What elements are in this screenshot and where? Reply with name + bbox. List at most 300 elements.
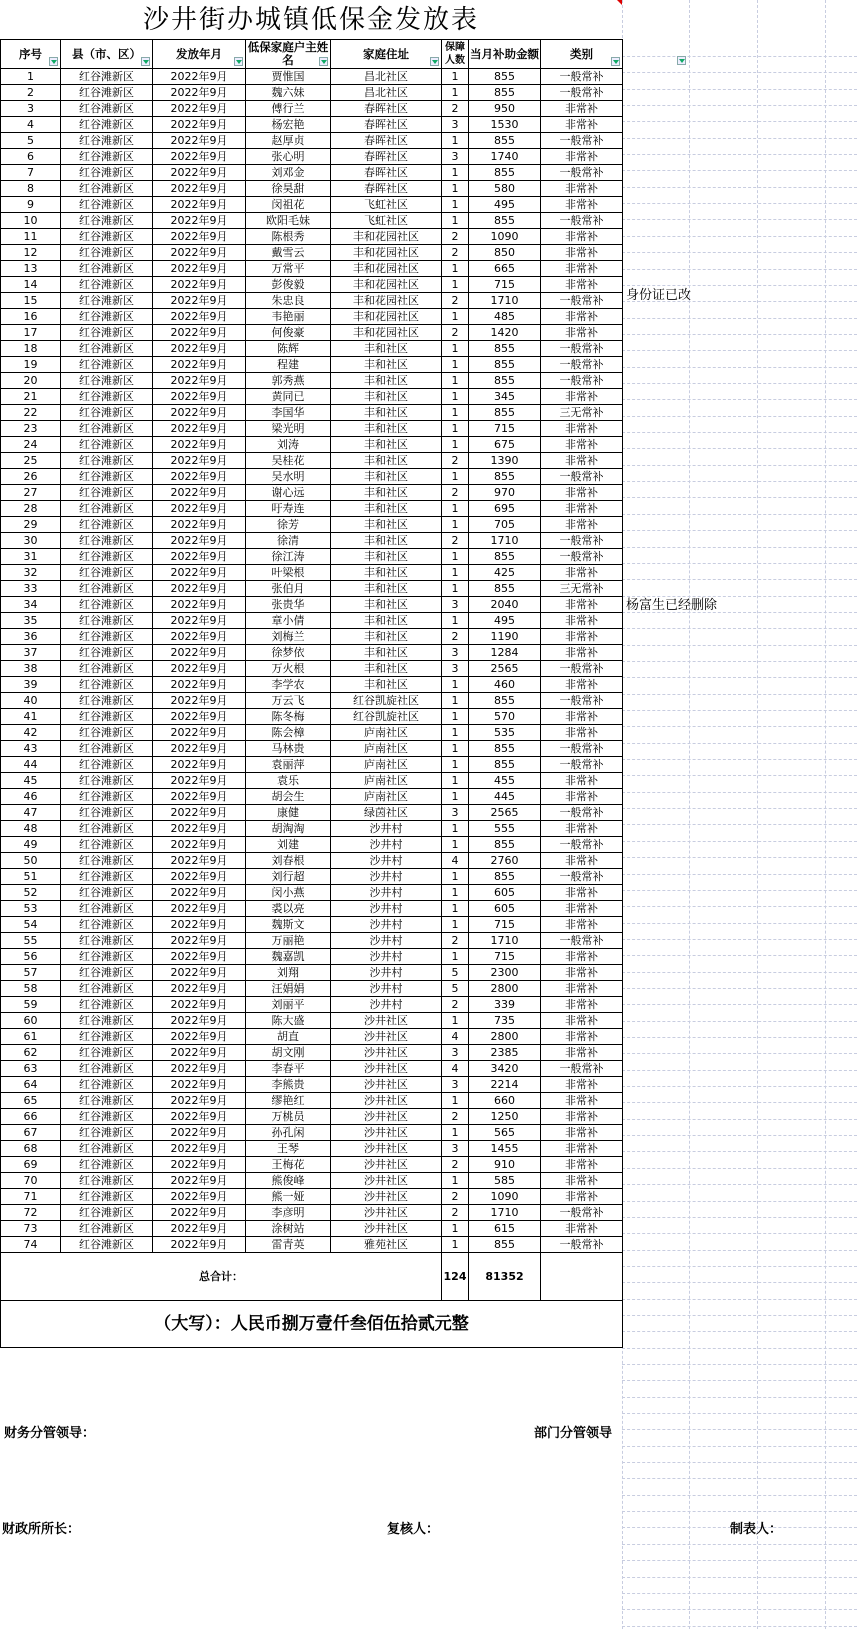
cell-county[interactable]: 红谷滩新区 (61, 549, 153, 565)
cell-month[interactable]: 2022年9月 (153, 69, 246, 85)
cell-county[interactable]: 红谷滩新区 (61, 1237, 153, 1253)
cell-county[interactable]: 红谷滩新区 (61, 853, 153, 869)
cell-month[interactable]: 2022年9月 (153, 997, 246, 1013)
cell-index[interactable]: 7 (1, 165, 61, 181)
cell-county[interactable]: 红谷滩新区 (61, 1125, 153, 1141)
cell-head-name[interactable]: 缪艳红 (246, 1093, 331, 1109)
cell-people[interactable]: 1 (442, 549, 469, 565)
cell-people[interactable]: 5 (442, 965, 469, 981)
cell-index[interactable]: 31 (1, 549, 61, 565)
cell-county[interactable]: 红谷滩新区 (61, 789, 153, 805)
cell-category[interactable]: 一般常补 (541, 693, 623, 709)
cell-head-name[interactable]: 康健 (246, 805, 331, 821)
cell-people[interactable]: 1 (442, 901, 469, 917)
cell-head-name[interactable]: 刘涛 (246, 437, 331, 453)
cell-people[interactable]: 1 (442, 693, 469, 709)
cell-people[interactable]: 1 (442, 565, 469, 581)
cell-category[interactable]: 一般常补 (541, 1205, 623, 1221)
cell-people[interactable]: 2 (442, 1109, 469, 1125)
cell-category[interactable]: 非常补 (541, 389, 623, 405)
cell-county[interactable]: 红谷滩新区 (61, 949, 153, 965)
cell-county[interactable]: 红谷滩新区 (61, 821, 153, 837)
cell-month[interactable]: 2022年9月 (153, 437, 246, 453)
cell-amount[interactable]: 855 (469, 469, 541, 485)
cell-address[interactable]: 丰和社区 (331, 597, 442, 613)
cell-address[interactable]: 春晖社区 (331, 101, 442, 117)
cell-people[interactable]: 1 (442, 917, 469, 933)
cell-head-name[interactable]: 魏斯文 (246, 917, 331, 933)
cell-index[interactable]: 22 (1, 405, 61, 421)
cell-category[interactable]: 一般常补 (541, 805, 623, 821)
cell-category[interactable]: 非常补 (541, 229, 623, 245)
cell-index[interactable]: 56 (1, 949, 61, 965)
cell-address[interactable]: 沙井村 (331, 853, 442, 869)
cell-category[interactable]: 非常补 (541, 1125, 623, 1141)
cell-category[interactable]: 非常补 (541, 917, 623, 933)
cell-month[interactable]: 2022年9月 (153, 325, 246, 341)
cell-index[interactable]: 29 (1, 517, 61, 533)
cell-amount[interactable]: 970 (469, 485, 541, 501)
cell-address[interactable]: 昌北社区 (331, 85, 442, 101)
cell-county[interactable]: 红谷滩新区 (61, 69, 153, 85)
cell-amount[interactable]: 605 (469, 885, 541, 901)
cell-amount[interactable]: 1190 (469, 629, 541, 645)
cell-index[interactable]: 32 (1, 565, 61, 581)
cell-people[interactable]: 2 (442, 933, 469, 949)
cell-address[interactable]: 庐南社区 (331, 757, 442, 773)
cell-address[interactable]: 沙井社区 (331, 1141, 442, 1157)
cell-month[interactable]: 2022年9月 (153, 1205, 246, 1221)
cell-index[interactable]: 19 (1, 357, 61, 373)
cell-county[interactable]: 红谷滩新区 (61, 101, 153, 117)
cell-category[interactable]: 非常补 (541, 853, 623, 869)
cell-category[interactable]: 三无常补 (541, 581, 623, 597)
cell-index[interactable]: 11 (1, 229, 61, 245)
cell-category[interactable]: 非常补 (541, 821, 623, 837)
cell-amount[interactable]: 605 (469, 901, 541, 917)
cell-address[interactable]: 丰和社区 (331, 581, 442, 597)
cell-month[interactable]: 2022年9月 (153, 1109, 246, 1125)
cell-index[interactable]: 13 (1, 261, 61, 277)
cell-index[interactable]: 25 (1, 453, 61, 469)
cell-amount[interactable]: 2760 (469, 853, 541, 869)
cell-amount[interactable]: 675 (469, 437, 541, 453)
cell-head-name[interactable]: 胡直 (246, 1029, 331, 1045)
cell-head-name[interactable]: 徐梦依 (246, 645, 331, 661)
cell-category[interactable]: 非常补 (541, 965, 623, 981)
cell-category[interactable]: 一般常补 (541, 469, 623, 485)
cell-address[interactable]: 沙井村 (331, 981, 442, 997)
cell-address[interactable]: 丰和社区 (331, 629, 442, 645)
cell-amount[interactable]: 615 (469, 1221, 541, 1237)
cell-county[interactable]: 红谷滩新区 (61, 709, 153, 725)
cell-index[interactable]: 42 (1, 725, 61, 741)
cell-people[interactable]: 2 (442, 629, 469, 645)
cell-head-name[interactable]: 胡文刚 (246, 1045, 331, 1061)
cell-month[interactable]: 2022年9月 (153, 165, 246, 181)
cell-category[interactable]: 一般常补 (541, 1237, 623, 1253)
cell-county[interactable]: 红谷滩新区 (61, 693, 153, 709)
cell-head-name[interactable]: 李熊贵 (246, 1077, 331, 1093)
cell-people[interactable]: 1 (442, 213, 469, 229)
cell-index[interactable]: 70 (1, 1173, 61, 1189)
cell-people[interactable]: 1 (442, 789, 469, 805)
cell-people[interactable]: 1 (442, 837, 469, 853)
cell-category[interactable]: 非常补 (541, 149, 623, 165)
cell-index[interactable]: 59 (1, 997, 61, 1013)
cell-index[interactable]: 65 (1, 1093, 61, 1109)
cell-category[interactable]: 非常补 (541, 1013, 623, 1029)
cell-people[interactable]: 4 (442, 1061, 469, 1077)
cell-head-name[interactable]: 贾惟国 (246, 69, 331, 85)
cell-category[interactable]: 非常补 (541, 485, 623, 501)
cell-address[interactable]: 沙井村 (331, 997, 442, 1013)
cell-amount[interactable]: 950 (469, 101, 541, 117)
cell-index[interactable]: 73 (1, 1221, 61, 1237)
cell-month[interactable]: 2022年9月 (153, 661, 246, 677)
cell-county[interactable]: 红谷滩新区 (61, 197, 153, 213)
cell-amount[interactable]: 855 (469, 549, 541, 565)
cell-month[interactable]: 2022年9月 (153, 1013, 246, 1029)
cell-index[interactable]: 20 (1, 373, 61, 389)
cell-amount[interactable]: 1090 (469, 229, 541, 245)
cell-county[interactable]: 红谷滩新区 (61, 581, 153, 597)
cell-people[interactable]: 1 (442, 389, 469, 405)
cell-category[interactable]: 非常补 (541, 725, 623, 741)
cell-head-name[interactable]: 陈会樟 (246, 725, 331, 741)
cell-index[interactable]: 62 (1, 1045, 61, 1061)
cell-address[interactable]: 沙井社区 (331, 1077, 442, 1093)
cell-address[interactable]: 沙井村 (331, 885, 442, 901)
cell-month[interactable]: 2022年9月 (153, 549, 246, 565)
cell-county[interactable]: 红谷滩新区 (61, 1173, 153, 1189)
cell-people[interactable]: 1 (442, 357, 469, 373)
cell-month[interactable]: 2022年9月 (153, 869, 246, 885)
cell-amount[interactable]: 1420 (469, 325, 541, 341)
cell-address[interactable]: 丰和社区 (331, 613, 442, 629)
cell-head-name[interactable]: 张心明 (246, 149, 331, 165)
cell-head-name[interactable]: 郭秀燕 (246, 373, 331, 389)
cell-index[interactable]: 58 (1, 981, 61, 997)
cell-index[interactable]: 48 (1, 821, 61, 837)
cell-category[interactable]: 一般常补 (541, 757, 623, 773)
cell-month[interactable]: 2022年9月 (153, 741, 246, 757)
cell-address[interactable]: 沙井村 (331, 837, 442, 853)
cell-month[interactable]: 2022年9月 (153, 677, 246, 693)
cell-county[interactable]: 红谷滩新区 (61, 965, 153, 981)
cell-amount[interactable]: 910 (469, 1157, 541, 1173)
cell-people[interactable]: 1 (442, 197, 469, 213)
cell-head-name[interactable]: 刘翔 (246, 965, 331, 981)
cell-county[interactable]: 红谷滩新区 (61, 341, 153, 357)
cell-index[interactable]: 18 (1, 341, 61, 357)
cell-head-name[interactable]: 刘梅兰 (246, 629, 331, 645)
dropdown-filter-icon[interactable] (611, 57, 620, 66)
cell-address[interactable]: 昌北社区 (331, 69, 442, 85)
cell-category[interactable]: 非常补 (541, 117, 623, 133)
cell-head-name[interactable]: 魏六妹 (246, 85, 331, 101)
cell-amount[interactable]: 2565 (469, 661, 541, 677)
cell-county[interactable]: 红谷滩新区 (61, 245, 153, 261)
cell-amount[interactable]: 855 (469, 581, 541, 597)
cell-category[interactable]: 非常补 (541, 245, 623, 261)
cell-address[interactable]: 飞虹社区 (331, 197, 442, 213)
cell-category[interactable]: 非常补 (541, 981, 623, 997)
cell-head-name[interactable]: 李学农 (246, 677, 331, 693)
cell-amount[interactable]: 535 (469, 725, 541, 741)
cell-people[interactable]: 4 (442, 853, 469, 869)
cell-category[interactable]: 非常补 (541, 1029, 623, 1045)
cell-head-name[interactable]: 韦艳丽 (246, 309, 331, 325)
cell-county[interactable]: 红谷滩新区 (61, 1077, 153, 1093)
cell-address[interactable]: 沙井村 (331, 821, 442, 837)
cell-month[interactable]: 2022年9月 (153, 645, 246, 661)
cell-index[interactable]: 71 (1, 1189, 61, 1205)
cell-amount[interactable]: 735 (469, 1013, 541, 1029)
cell-category[interactable]: 非常补 (541, 645, 623, 661)
cell-category[interactable]: 非常补 (541, 421, 623, 437)
cell-head-name[interactable]: 杨宏艳 (246, 117, 331, 133)
cell-people[interactable]: 2 (442, 997, 469, 1013)
cell-address[interactable]: 沙井村 (331, 917, 442, 933)
cell-amount[interactable]: 495 (469, 197, 541, 213)
cell-head-name[interactable]: 万常平 (246, 261, 331, 277)
cell-address[interactable]: 丰和社区 (331, 341, 442, 357)
cell-month[interactable]: 2022年9月 (153, 1141, 246, 1157)
cell-month[interactable]: 2022年9月 (153, 565, 246, 581)
cell-address[interactable]: 丰和花园社区 (331, 261, 442, 277)
cell-category[interactable]: 三无常补 (541, 405, 623, 421)
cell-head-name[interactable]: 程建 (246, 357, 331, 373)
cell-index[interactable]: 26 (1, 469, 61, 485)
cell-index[interactable]: 23 (1, 421, 61, 437)
cell-head-name[interactable]: 朱忠良 (246, 293, 331, 309)
cell-head-name[interactable]: 熊俊峰 (246, 1173, 331, 1189)
cell-month[interactable]: 2022年9月 (153, 965, 246, 981)
cell-address[interactable]: 丰和花园社区 (331, 245, 442, 261)
cell-month[interactable]: 2022年9月 (153, 837, 246, 853)
cell-head-name[interactable]: 赵厚贞 (246, 133, 331, 149)
cell-category[interactable]: 非常补 (541, 1221, 623, 1237)
dropdown-filter-icon[interactable] (677, 56, 686, 65)
cell-head-name[interactable]: 万丽艳 (246, 933, 331, 949)
cell-amount[interactable]: 585 (469, 1173, 541, 1189)
cell-county[interactable]: 红谷滩新区 (61, 917, 153, 933)
cell-head-name[interactable]: 胡会生 (246, 789, 331, 805)
cell-address[interactable]: 春晖社区 (331, 117, 442, 133)
cell-people[interactable]: 1 (442, 69, 469, 85)
cell-amount[interactable]: 455 (469, 773, 541, 789)
cell-head-name[interactable]: 张贵华 (246, 597, 331, 613)
cell-people[interactable]: 2 (442, 293, 469, 309)
cell-people[interactable]: 2 (442, 1189, 469, 1205)
cell-amount[interactable]: 715 (469, 421, 541, 437)
cell-people[interactable]: 3 (442, 645, 469, 661)
cell-category[interactable]: 非常补 (541, 901, 623, 917)
cell-amount[interactable]: 855 (469, 133, 541, 149)
cell-category[interactable]: 非常补 (541, 181, 623, 197)
cell-address[interactable]: 丰和社区 (331, 421, 442, 437)
cell-head-name[interactable]: 吴桂花 (246, 453, 331, 469)
cell-index[interactable]: 15 (1, 293, 61, 309)
cell-amount[interactable]: 1710 (469, 533, 541, 549)
cell-month[interactable]: 2022年9月 (153, 773, 246, 789)
cell-people[interactable]: 1 (442, 709, 469, 725)
cell-month[interactable]: 2022年9月 (153, 1157, 246, 1173)
cell-index[interactable]: 63 (1, 1061, 61, 1077)
cell-head-name[interactable]: 吴水明 (246, 469, 331, 485)
cell-people[interactable]: 1 (442, 613, 469, 629)
cell-county[interactable]: 红谷滩新区 (61, 1157, 153, 1173)
cell-address[interactable]: 沙井社区 (331, 1061, 442, 1077)
cell-address[interactable]: 庐南社区 (331, 741, 442, 757)
cell-county[interactable]: 红谷滩新区 (61, 485, 153, 501)
cell-index[interactable]: 5 (1, 133, 61, 149)
cell-index[interactable]: 30 (1, 533, 61, 549)
cell-amount[interactable]: 1530 (469, 117, 541, 133)
cell-county[interactable]: 红谷滩新区 (61, 1189, 153, 1205)
cell-amount[interactable]: 2800 (469, 981, 541, 997)
cell-month[interactable]: 2022年9月 (153, 1045, 246, 1061)
cell-month[interactable]: 2022年9月 (153, 629, 246, 645)
cell-county[interactable]: 红谷滩新区 (61, 389, 153, 405)
cell-county[interactable]: 红谷滩新区 (61, 677, 153, 693)
cell-county[interactable]: 红谷滩新区 (61, 629, 153, 645)
cell-people[interactable]: 1 (442, 405, 469, 421)
cell-amount[interactable]: 425 (469, 565, 541, 581)
cell-head-name[interactable]: 刘春根 (246, 853, 331, 869)
cell-address[interactable]: 飞虹社区 (331, 213, 442, 229)
cell-amount[interactable]: 705 (469, 517, 541, 533)
cell-head-name[interactable]: 彭俊毅 (246, 277, 331, 293)
cell-index[interactable]: 10 (1, 213, 61, 229)
cell-amount[interactable]: 855 (469, 757, 541, 773)
cell-category[interactable]: 非常补 (541, 325, 623, 341)
cell-address[interactable]: 丰和花园社区 (331, 293, 442, 309)
cell-index[interactable]: 53 (1, 901, 61, 917)
cell-people[interactable]: 1 (442, 885, 469, 901)
cell-address[interactable]: 丰和花园社区 (331, 277, 442, 293)
cell-category[interactable]: 非常补 (541, 101, 623, 117)
cell-head-name[interactable]: 袁丽萍 (246, 757, 331, 773)
cell-address[interactable]: 庐南社区 (331, 773, 442, 789)
cell-county[interactable]: 红谷滩新区 (61, 533, 153, 549)
cell-people[interactable]: 2 (442, 245, 469, 261)
cell-head-name[interactable]: 刘建 (246, 837, 331, 853)
cell-address[interactable]: 沙井社区 (331, 1125, 442, 1141)
cell-people[interactable]: 1 (442, 373, 469, 389)
cell-category[interactable]: 非常补 (541, 949, 623, 965)
cell-category[interactable]: 非常补 (541, 1077, 623, 1093)
cell-people[interactable]: 3 (442, 1045, 469, 1061)
cell-address[interactable]: 红谷凯旋社区 (331, 693, 442, 709)
cell-category[interactable]: 一般常补 (541, 357, 623, 373)
cell-amount[interactable]: 855 (469, 213, 541, 229)
cell-amount[interactable]: 855 (469, 741, 541, 757)
cell-county[interactable]: 红谷滩新区 (61, 165, 153, 181)
cell-month[interactable]: 2022年9月 (153, 581, 246, 597)
cell-county[interactable]: 红谷滩新区 (61, 1013, 153, 1029)
cell-index[interactable]: 72 (1, 1205, 61, 1221)
cell-head-name[interactable]: 傅行兰 (246, 101, 331, 117)
cell-amount[interactable]: 855 (469, 837, 541, 853)
cell-month[interactable]: 2022年9月 (153, 501, 246, 517)
cell-index[interactable]: 16 (1, 309, 61, 325)
cell-county[interactable]: 红谷滩新区 (61, 373, 153, 389)
cell-category[interactable]: 一般常补 (541, 133, 623, 149)
cell-index[interactable]: 36 (1, 629, 61, 645)
cell-head-name[interactable]: 闵祖花 (246, 197, 331, 213)
cell-month[interactable]: 2022年9月 (153, 405, 246, 421)
cell-index[interactable]: 47 (1, 805, 61, 821)
cell-people[interactable]: 1 (442, 1125, 469, 1141)
cell-month[interactable]: 2022年9月 (153, 885, 246, 901)
cell-category[interactable]: 非常补 (541, 437, 623, 453)
cell-address[interactable]: 沙井社区 (331, 1157, 442, 1173)
cell-amount[interactable]: 565 (469, 1125, 541, 1141)
cell-county[interactable]: 红谷滩新区 (61, 565, 153, 581)
cell-people[interactable]: 2 (442, 533, 469, 549)
cell-county[interactable]: 红谷滩新区 (61, 453, 153, 469)
cell-people[interactable]: 4 (442, 1029, 469, 1045)
cell-category[interactable]: 非常补 (541, 309, 623, 325)
cell-address[interactable]: 绿茵社区 (331, 805, 442, 821)
cell-index[interactable]: 46 (1, 789, 61, 805)
cell-county[interactable]: 红谷滩新区 (61, 117, 153, 133)
cell-index[interactable]: 74 (1, 1237, 61, 1253)
cell-county[interactable]: 红谷滩新区 (61, 933, 153, 949)
cell-month[interactable]: 2022年9月 (153, 1061, 246, 1077)
cell-address[interactable]: 丰和花园社区 (331, 229, 442, 245)
cell-month[interactable]: 2022年9月 (153, 917, 246, 933)
dropdown-filter-icon[interactable] (319, 57, 328, 66)
cell-month[interactable]: 2022年9月 (153, 1237, 246, 1253)
cell-head-name[interactable]: 徐清 (246, 533, 331, 549)
cell-head-name[interactable]: 陈根秀 (246, 229, 331, 245)
cell-head-name[interactable]: 谢心远 (246, 485, 331, 501)
cell-category[interactable]: 非常补 (541, 1189, 623, 1205)
cell-category[interactable]: 非常补 (541, 1093, 623, 1109)
cell-people[interactable]: 2 (442, 1205, 469, 1221)
cell-month[interactable]: 2022年9月 (153, 117, 246, 133)
cell-category[interactable]: 一般常补 (541, 85, 623, 101)
cell-people[interactable]: 1 (442, 181, 469, 197)
cell-index[interactable]: 55 (1, 933, 61, 949)
cell-head-name[interactable]: 孙孔闲 (246, 1125, 331, 1141)
cell-month[interactable]: 2022年9月 (153, 949, 246, 965)
cell-index[interactable]: 9 (1, 197, 61, 213)
cell-amount[interactable]: 855 (469, 357, 541, 373)
cell-amount[interactable]: 1455 (469, 1141, 541, 1157)
cell-category[interactable]: 一般常补 (541, 213, 623, 229)
cell-head-name[interactable]: 章小倩 (246, 613, 331, 629)
cell-address[interactable]: 红谷凯旋社区 (331, 709, 442, 725)
cell-amount[interactable]: 855 (469, 373, 541, 389)
cell-people[interactable]: 1 (442, 165, 469, 181)
cell-index[interactable]: 1 (1, 69, 61, 85)
cell-category[interactable]: 非常补 (541, 453, 623, 469)
cell-amount[interactable]: 850 (469, 245, 541, 261)
cell-index[interactable]: 35 (1, 613, 61, 629)
cell-county[interactable]: 红谷滩新区 (61, 1029, 153, 1045)
cell-month[interactable]: 2022年9月 (153, 1029, 246, 1045)
cell-people[interactable]: 1 (442, 277, 469, 293)
cell-index[interactable]: 2 (1, 85, 61, 101)
cell-county[interactable]: 红谷滩新区 (61, 869, 153, 885)
cell-category[interactable]: 非常补 (541, 997, 623, 1013)
cell-month[interactable]: 2022年9月 (153, 85, 246, 101)
cell-index[interactable]: 44 (1, 757, 61, 773)
